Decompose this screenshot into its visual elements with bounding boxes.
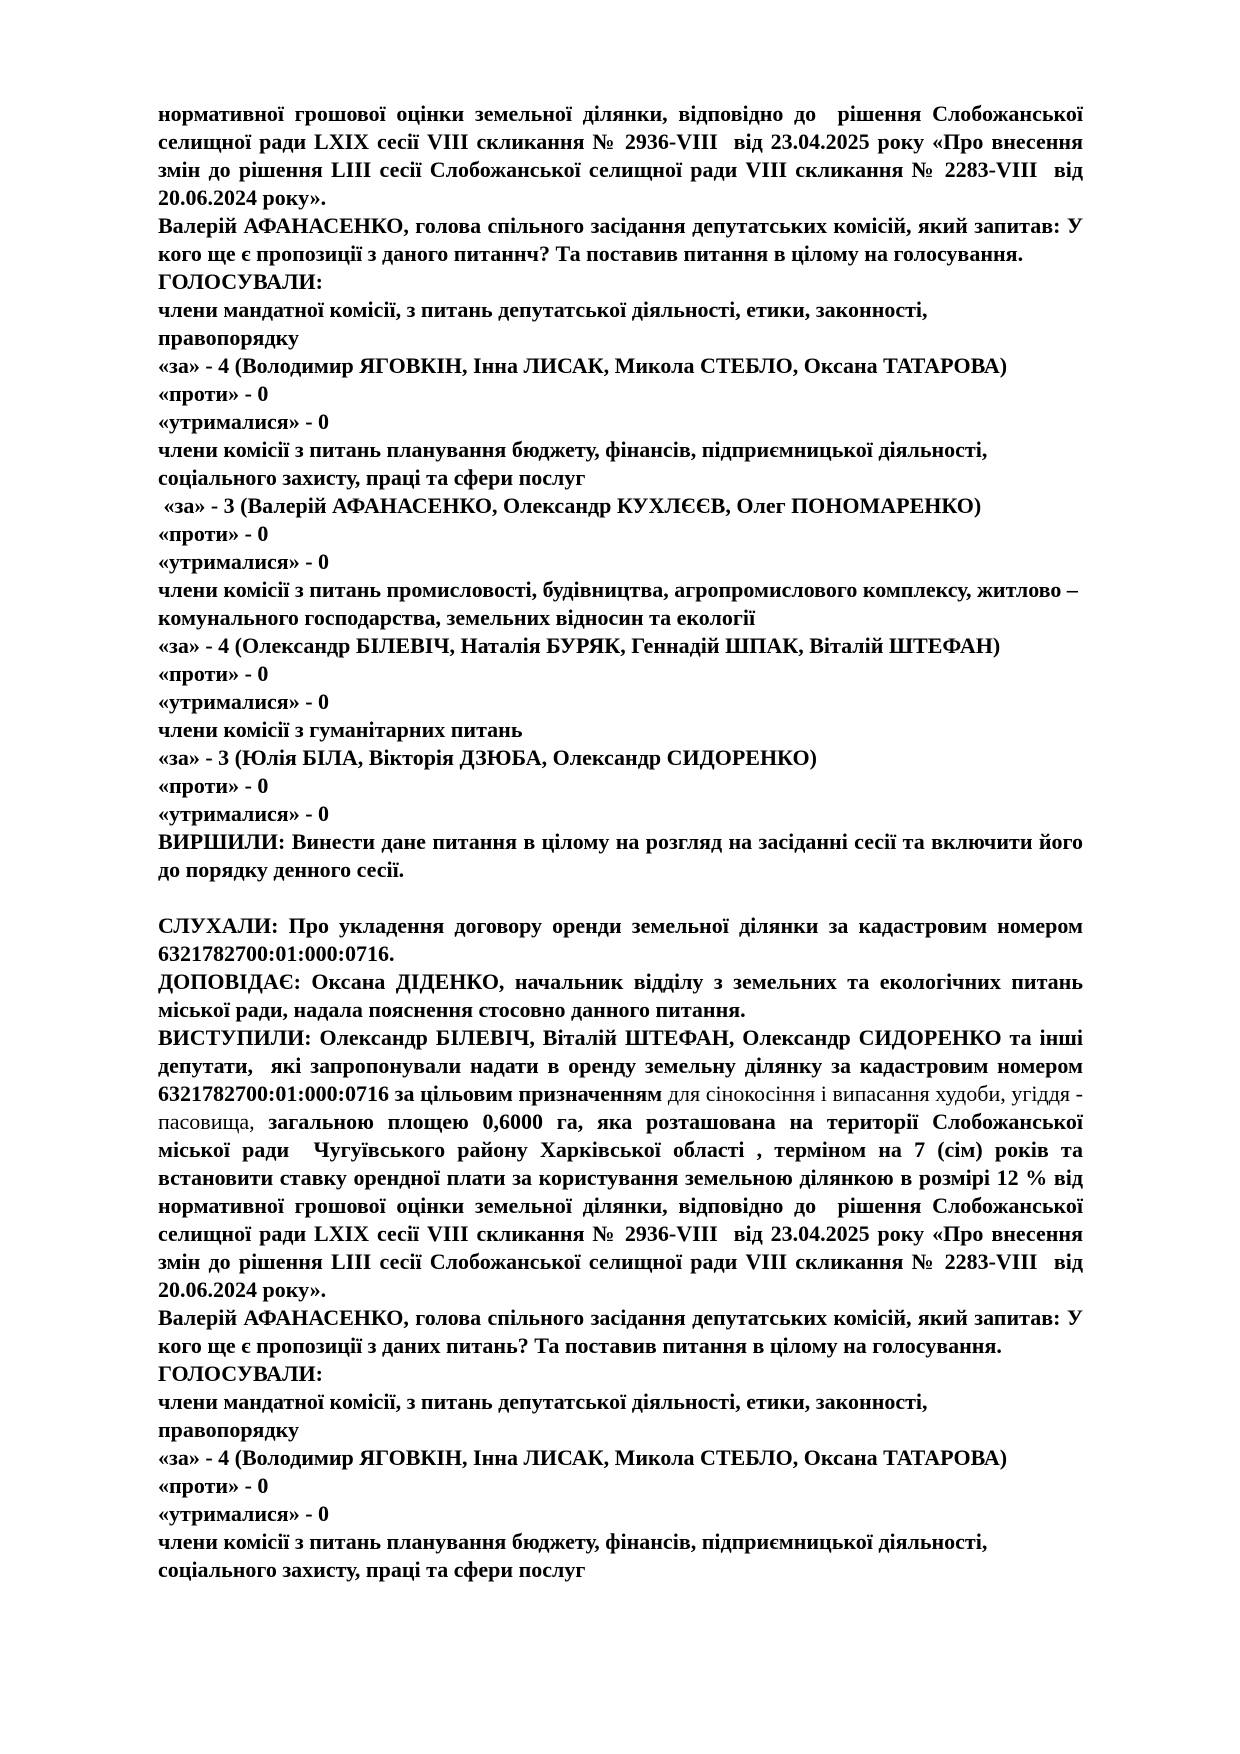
commission-industry: члени комісії з питань промисловості, будівництва, агропромислового комплексу, житлово – комунального господарства, земельних відносин та екології — [158, 577, 1084, 630]
vote-against: «проти» - 0 — [158, 661, 269, 686]
commission-mandate-line-1: члени мандатної комісії, з питань депутатської діяльності, етики, законності, — [158, 1389, 928, 1414]
paragraph-chairman-question-1: Валерій АФАНАСЕНКО, голова спільного засідання депутатських комісій, який запитав: У кого ще є пропозиції з даного питаннч? Та поставив питання в цілому на голосування. — [158, 213, 1089, 266]
voting-header-2: ГОЛОСУВАЛИ: — [158, 1361, 323, 1386]
paragraph-chairman-question-2: Валерій АФАНАСЕНКО, голова спільного засідання депутатських комісій, який запитав: У кого ще є пропозиції з даних питань? Та поставив питання в цілому на голосування. — [158, 1305, 1089, 1358]
text-segment: для сінокосіння і випасання худоби, угіддя - пасовища, — [158, 1081, 1089, 1134]
vote-against: «проти» - 0 — [158, 773, 269, 798]
document-body — [158, 100, 1089, 1584]
vote-abstained: «утрималися» - 0 — [158, 689, 330, 714]
paragraph-reports: ДОПОВІДАЄ: Оксана ДІДЕНКО, начальник відділу з земельних та екологічних питань міської ради, надала пояснення стосовно данного питання. — [158, 969, 1089, 1022]
commission-budget: члени комісії з питань планування бюджету, фінансів, підприємницької діяльності, соціального захисту, праці та сфери послуг — [158, 1529, 993, 1582]
paragraph-spoke — [158, 1024, 1089, 1304]
vote-against: «проти» - 0 — [158, 381, 269, 406]
paragraph-heard: СЛУХАЛИ: Про укладення договору оренди земельної ділянки за кадастровим номером 6321782700:01:000:0716. — [158, 913, 1089, 966]
vote-abstained: «утрималися» - 0 — [158, 409, 330, 434]
voting-header-1: ГОЛОСУВАЛИ: — [158, 269, 323, 294]
vote-for: «за» - 4 (Володимир ЯГОВКІН, Інна ЛИСАК, Микола СТЕБЛО, Оксана ТАТАРОВА) — [158, 1445, 1008, 1470]
blank-line — [158, 884, 1083, 912]
commission-mandate-line-2: правопорядку — [158, 1417, 299, 1442]
vote-abstained: «утрималися» - 0 — [158, 801, 330, 826]
text-segment: ВИСТУПИЛИ: Олександр БІЛЕВІЧ, Віталій ШТЕФАН, Олександр СИДОРЕНКО та інші депутати, які запропонували надати в оренду земельну ділянку за кадастровим номером 6321782700:01:000:0716 за цільовим призначенням — [158, 1025, 1089, 1106]
commission-mandate-line-1: члени мандатної комісії, з питань депутатської діяльності, етики, законності, — [158, 297, 928, 322]
vote-for: «за» - 3 (Юлія БІЛА, Вікторія ДЗЮБА, Олександр СИДОРЕНКО) — [158, 745, 817, 770]
commission-humanitarian: члени комісії з гуманітарних питань — [158, 717, 523, 742]
text-segment: загальною площею 0,6000 га, яка розташована на території Слобожанської міської ради Чугуївського району Харківської області , терміном на 7 (сім) років та встановити ставку орендної плати за користування земельною ділянкою в розмірі 12 % від нормативної грошової оцінки земельної ділянки, відповідно до рішення Слобожанської селищної ради LXIX сесії VIII скликання № 2936-VIII від 23.04.2025 року «Про внесення змін до рішення LIII сесії Слобожанської селищної ради VIII скликання № 2283-VIII від 20.06.2024 року». — [158, 1109, 1089, 1302]
vote-for: «за» - 4 (Володимир ЯГОВКІН, Інна ЛИСАК, Микола СТЕБЛО, Оксана ТАТАРОВА) — [158, 353, 1008, 378]
vote-against: «проти» - 0 — [158, 521, 269, 546]
vote-abstained: «утрималися» - 0 — [158, 1501, 330, 1526]
vote-against: «проти» - 0 — [158, 1473, 269, 1498]
commission-budget: члени комісії з питань планування бюджету, фінансів, підприємницької діяльності, соціального захисту, праці та сфери послуг — [158, 437, 993, 490]
paragraph-decided-1: ВИРШИЛИ: Винести дане питання в цілому на розгляд на засіданні сесії та включити його до порядку денного сесії. — [158, 829, 1089, 882]
vote-abstained: «утрималися» - 0 — [158, 549, 330, 574]
vote-for: «за» - 3 (Валерій АФАНАСЕНКО, Олександр КУХЛЄЄВ, Олег ПОНОМАРЕНКО) — [158, 493, 982, 518]
vote-for: «за» - 4 (Олександр БІЛЕВІЧ, Наталія БУРЯК, Геннадій ШПАК, Віталій ШТЕФАН) — [158, 633, 1001, 658]
commission-mandate-line-2: правопорядку — [158, 325, 299, 350]
paragraph-normative-valuation: нормативної грошової оцінки земельної ділянки, відповідно до рішення Слобожанської селищної ради LXIX сесії VIII скликання № 2936-VIII від 23.04.2025 року «Про внесення змін до рішення LIII сесії Слобожанської селищної ради VIII скликання № 2283-VIII від 20.06.2024 року». — [158, 101, 1089, 210]
